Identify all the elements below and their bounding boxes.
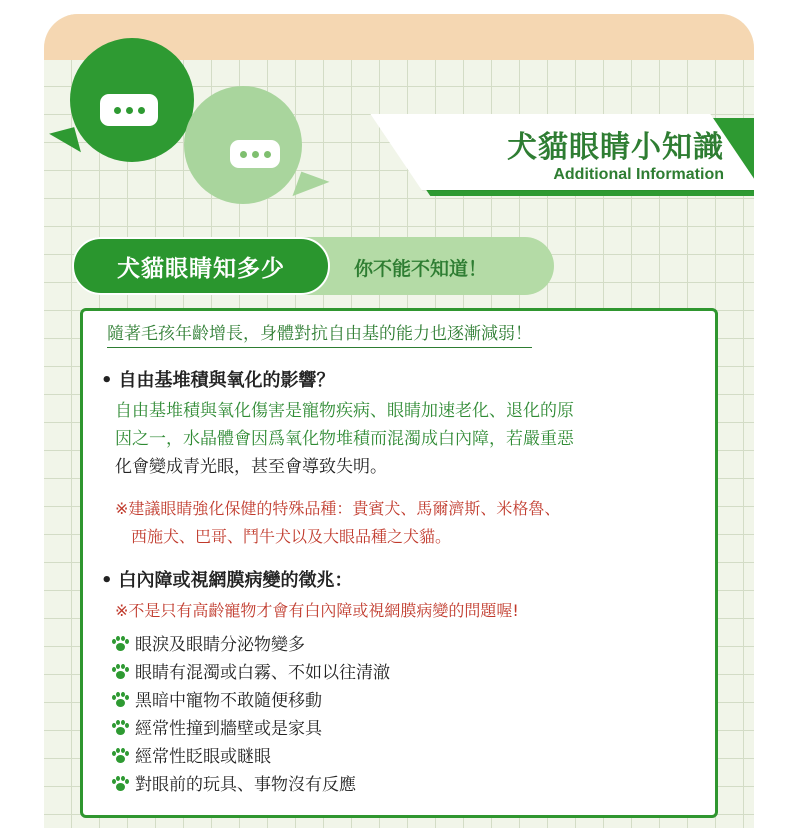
section-tagline: 你不能不知道！ <box>354 258 488 280</box>
section-title: 犬貓眼睛知多少 <box>117 254 285 282</box>
list-item <box>111 715 390 743</box>
breed-note-line: 西施犬、巴哥、鬥牛犬以及大眼品種之犬貓。 <box>131 527 452 546</box>
info-card <box>44 14 754 828</box>
section-title-pill <box>72 237 330 295</box>
symptom-text: 眼淚及眼睛分泌物變多 <box>135 635 305 655</box>
symptom-text: 對眼前的玩具、事物沒有反應 <box>135 775 356 795</box>
list-item <box>111 687 390 715</box>
paw-icon <box>111 748 129 764</box>
section1-body-line: 自由基堆積與氧化傷害是寵物疾病、眼睛加速老化、退化的原 <box>115 401 574 421</box>
paw-icon <box>111 636 129 652</box>
symptom-text: 經常性撞到牆壁或是家具 <box>135 719 322 739</box>
section1-body-line: 因之一，水晶體會因爲氧化物堆積而混濁成白內障，若嚴重惡 <box>115 429 574 449</box>
chat-dots-icon <box>100 94 158 126</box>
paw-icon <box>111 692 129 708</box>
symptom-text: 經常性眨眼或瞇眼 <box>135 747 271 767</box>
symptom-text: 黑暗中寵物不敢隨便移動 <box>135 691 322 711</box>
paw-icon <box>111 664 129 680</box>
symptom-text: 眼睛有混濁或白霧、不如以往清澈 <box>135 663 390 683</box>
breed-note-line: ※建議眼睛強化保健的特殊品種：貴賓犬、馬爾濟斯、米格魯、 <box>115 499 561 518</box>
content-panel <box>80 308 718 818</box>
section2-note: ※不是只有高齡寵物才會有白內障或視網膜病變的問題喔! <box>115 601 519 620</box>
list-item <box>111 771 390 799</box>
list-item <box>111 743 390 771</box>
symptom-list <box>111 631 390 799</box>
list-item <box>111 659 390 687</box>
paw-icon <box>111 720 129 736</box>
chat-bubble-light-tail <box>292 172 329 207</box>
section1-body-line: 化會變成青光眼，甚至會導致失明。 <box>115 457 387 477</box>
chat-bubble-dark-tail <box>49 127 81 159</box>
paw-icon <box>111 776 129 792</box>
chat-dots-icon <box>230 140 280 168</box>
banner-title: 犬貓眼睛小知識 <box>507 130 724 165</box>
banner-subtitle: Additional Information <box>553 166 724 183</box>
list-item <box>111 631 390 659</box>
section2-heading: • 白內障或視網膜病變的徵兆： <box>101 567 353 595</box>
intro-text: 隨著毛孩年齡增長，身體對抗自由基的能力也逐漸減弱！ <box>107 321 532 348</box>
section1-heading: • 自由基堆積與氧化的影響？ <box>101 367 335 395</box>
